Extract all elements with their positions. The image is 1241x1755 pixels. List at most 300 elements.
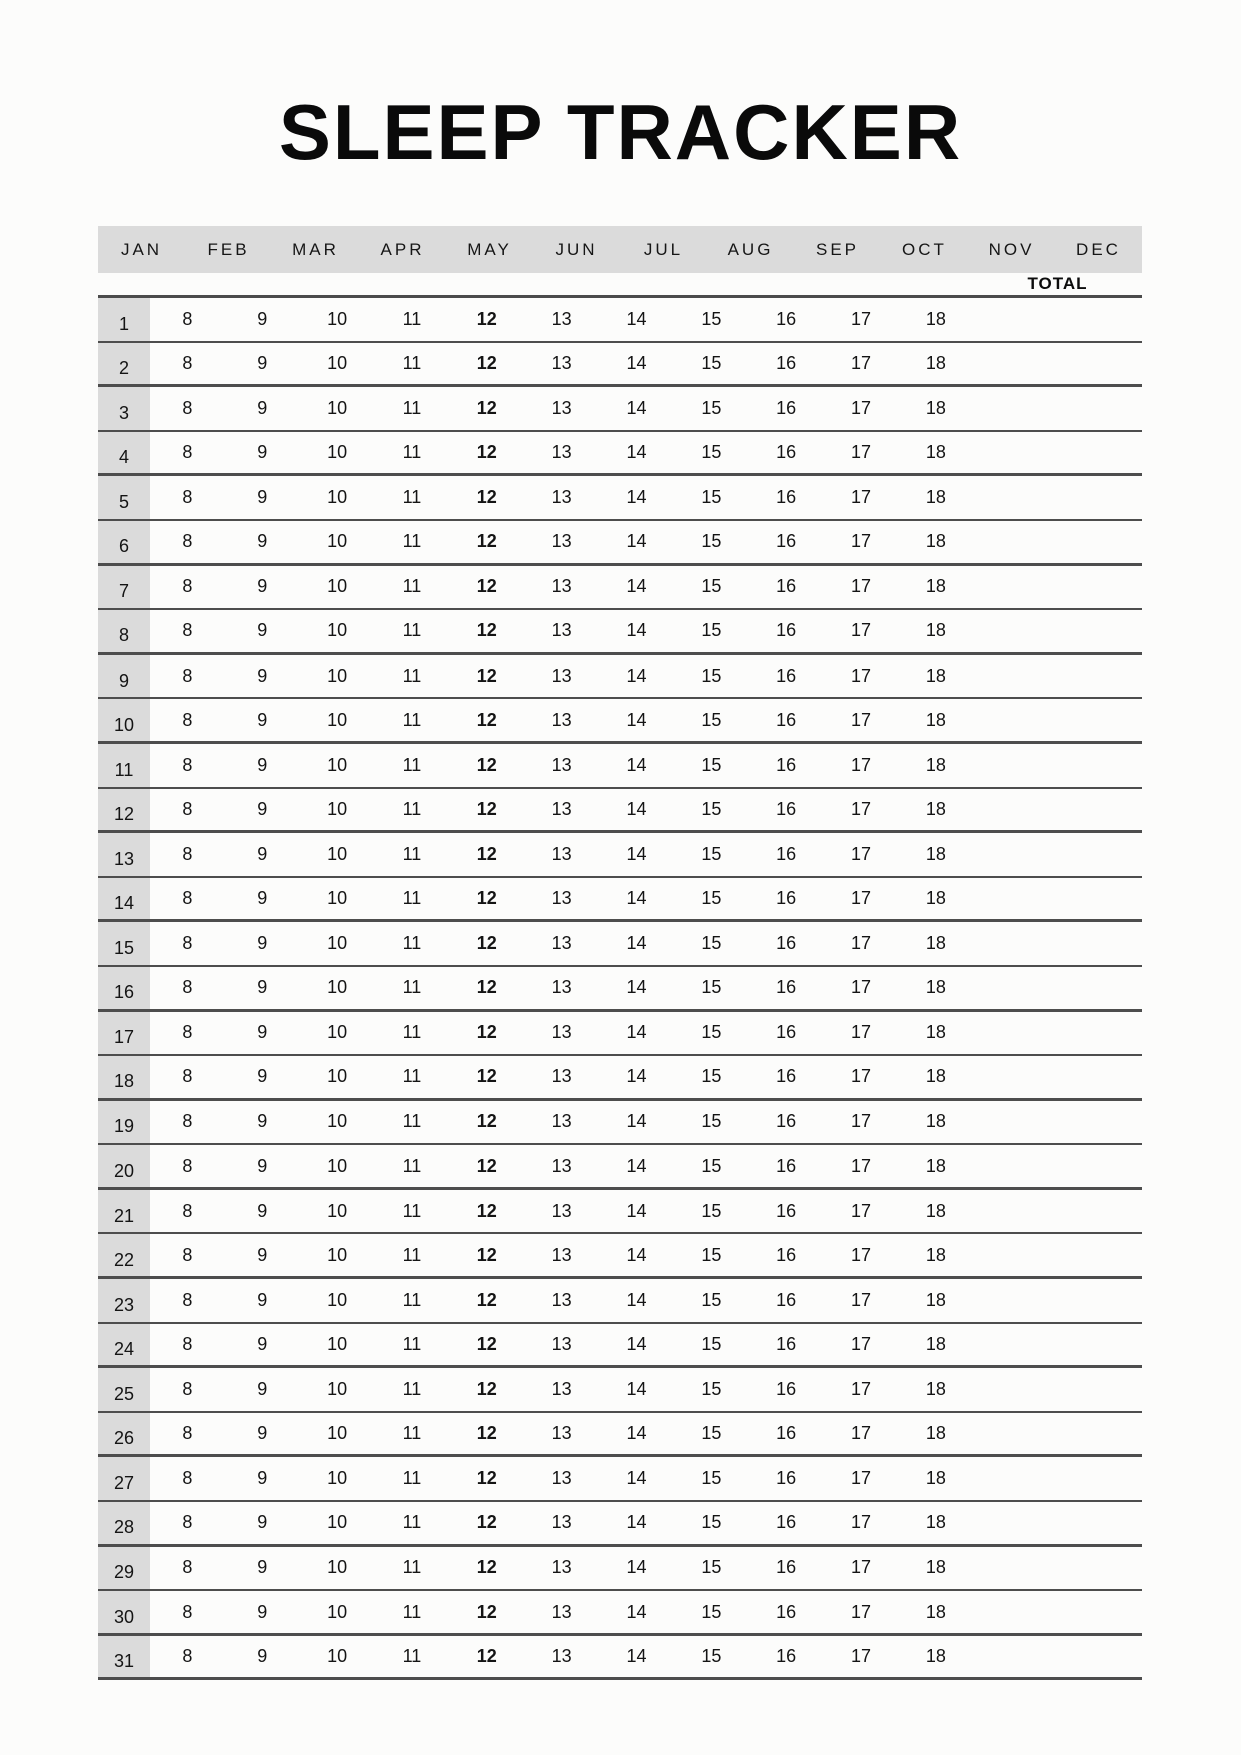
hour-value: 10 (327, 1468, 348, 1489)
hour-value: 15 (701, 620, 722, 641)
day-number: 10 (113, 714, 135, 735)
hour-value: 10 (327, 397, 348, 418)
hour-value: 9 (257, 576, 268, 597)
hour-value: 16 (776, 798, 797, 819)
day-number: 21 (113, 1205, 135, 1226)
hour-value: 8 (182, 1155, 193, 1176)
hour-value: 11 (402, 754, 422, 775)
hour-value: 14 (626, 1289, 647, 1310)
hour-value: 15 (701, 576, 722, 597)
hour-value: 9 (257, 531, 268, 552)
hour-value: 11 (402, 308, 422, 329)
hour-value: 14 (626, 1333, 647, 1354)
hour-value: 12 (476, 620, 497, 641)
day-number-cell (98, 699, 150, 741)
hour-value: 17 (851, 1289, 872, 1310)
hour-value: 17 (851, 442, 872, 463)
hour-value: 14 (626, 1155, 647, 1176)
month-label-sep: SEP (815, 239, 860, 259)
day-number-cell (98, 1636, 150, 1678)
hour-value: 9 (257, 754, 268, 775)
hour-value: 14 (626, 1601, 647, 1622)
hour-value: 18 (925, 531, 946, 552)
hour-value: 18 (925, 352, 946, 373)
hour-value: 18 (925, 1066, 946, 1087)
hour-value: 11 (402, 1111, 422, 1132)
hour-value: 8 (182, 487, 193, 508)
table-row (98, 1413, 1142, 1458)
hour-value: 8 (182, 1022, 193, 1043)
total-cell-empty (973, 1279, 1142, 1322)
day-number-cell (98, 1056, 150, 1098)
day-number-cell (98, 610, 150, 652)
hour-value: 15 (701, 933, 722, 954)
hour-value: 12 (476, 1066, 497, 1087)
hour-value: 14 (626, 1022, 647, 1043)
hour-value: 8 (182, 1601, 193, 1622)
day-number: 8 (118, 625, 129, 646)
hour-value: 8 (182, 933, 193, 954)
hour-value: 9 (257, 308, 268, 329)
hour-value: 17 (851, 798, 872, 819)
hour-value: 16 (776, 576, 797, 597)
total-cell-empty (973, 922, 1142, 965)
hour-value: 11 (402, 442, 422, 463)
hour-value: 16 (776, 1512, 797, 1533)
hour-value: 13 (551, 1379, 572, 1400)
hour-value: 15 (701, 1379, 722, 1400)
hour-value: 11 (402, 1557, 422, 1578)
hour-value: 10 (327, 665, 348, 686)
hour-value: 18 (925, 1200, 946, 1221)
table-row (98, 744, 1142, 789)
hour-value: 13 (551, 665, 572, 686)
hour-value: 15 (701, 709, 722, 730)
month-label-feb: FEB (207, 239, 250, 259)
hour-value: 14 (626, 397, 647, 418)
hour-value: 17 (851, 1512, 872, 1533)
hour-value: 16 (776, 1468, 797, 1489)
day-number-cell (98, 566, 150, 609)
hour-value: 10 (327, 1557, 348, 1578)
day-number: 29 (113, 1562, 135, 1583)
hour-value: 11 (402, 576, 422, 597)
hour-value: 15 (701, 442, 722, 463)
hour-value: 15 (701, 308, 722, 329)
hour-value: 16 (776, 843, 797, 864)
hour-value: 18 (925, 1333, 946, 1354)
day-number-cell (98, 521, 150, 563)
day-number-cell (98, 298, 150, 341)
hour-value: 16 (776, 352, 797, 373)
hour-value: 10 (327, 1423, 348, 1444)
hour-value: 17 (851, 576, 872, 597)
hour-value: 8 (182, 442, 193, 463)
hour-value: 18 (925, 397, 946, 418)
hour-value: 18 (925, 933, 946, 954)
hour-value: 8 (182, 531, 193, 552)
hour-value: 14 (626, 709, 647, 730)
table-row (98, 833, 1142, 878)
hour-value: 9 (257, 1423, 268, 1444)
hour-value: 18 (925, 576, 946, 597)
hour-value: 12 (476, 1557, 497, 1578)
hour-value: 9 (257, 1022, 268, 1043)
hour-value: 12 (476, 308, 497, 329)
hour-value: 10 (327, 487, 348, 508)
hour-value: 10 (327, 977, 348, 998)
hour-value: 8 (182, 798, 193, 819)
hour-value: 12 (476, 1200, 497, 1221)
hour-value: 16 (776, 1379, 797, 1400)
hour-value: 9 (257, 1601, 268, 1622)
hour-value: 17 (851, 933, 872, 954)
hour-value: 9 (257, 665, 268, 686)
day-number-cell (98, 1547, 150, 1590)
hour-value: 12 (476, 1646, 497, 1667)
total-cell-empty (973, 1547, 1142, 1590)
day-number-cell (98, 1502, 150, 1544)
day-number: 23 (113, 1294, 135, 1315)
hour-value: 18 (925, 1512, 946, 1533)
hour-value: 17 (851, 843, 872, 864)
hour-value: 17 (851, 620, 872, 641)
table-row (98, 789, 1142, 834)
sleep-grid (98, 295, 1142, 1680)
hour-value: 16 (776, 1557, 797, 1578)
day-number: 25 (113, 1384, 135, 1405)
total-cell-empty (973, 387, 1142, 430)
hour-value: 13 (551, 1111, 572, 1132)
hour-value: 18 (925, 1289, 946, 1310)
hour-value: 9 (257, 620, 268, 641)
day-number: 4 (118, 447, 129, 468)
hour-value: 15 (701, 1066, 722, 1087)
hour-value: 14 (626, 933, 647, 954)
hour-value: 14 (626, 308, 647, 329)
day-number: 30 (113, 1606, 135, 1627)
day-number: 3 (118, 402, 129, 423)
hour-value: 13 (551, 1066, 572, 1087)
month-label-jul: JUL (643, 239, 684, 259)
hour-value: 12 (476, 798, 497, 819)
hour-value: 18 (925, 977, 946, 998)
day-number-cell (98, 1457, 150, 1500)
hour-value: 16 (776, 397, 797, 418)
table-row (98, 432, 1142, 477)
hour-value: 9 (257, 1379, 268, 1400)
hour-value: 10 (327, 754, 348, 775)
hour-value: 15 (701, 1512, 722, 1533)
hour-value: 9 (257, 1289, 268, 1310)
month-label-mar: MAR (292, 239, 339, 259)
hour-value: 9 (257, 352, 268, 373)
hour-value: 11 (402, 1066, 422, 1087)
day-number: 22 (113, 1249, 135, 1270)
hour-value: 14 (626, 888, 647, 909)
hour-value: 18 (925, 1557, 946, 1578)
hour-value: 12 (476, 1468, 497, 1489)
hour-value: 18 (925, 487, 946, 508)
hour-value: 8 (182, 977, 193, 998)
hour-value: 13 (551, 1333, 572, 1354)
hour-value: 11 (402, 709, 422, 730)
table-row (98, 1368, 1142, 1413)
total-cell-empty (973, 1413, 1142, 1455)
total-cell-empty (973, 1368, 1142, 1411)
hour-value: 13 (551, 531, 572, 552)
hour-value: 11 (402, 1333, 422, 1354)
hour-value: 18 (925, 665, 946, 686)
hour-value: 9 (257, 1468, 268, 1489)
hour-value: 13 (551, 1601, 572, 1622)
hour-value: 15 (701, 1646, 722, 1667)
table-row (98, 343, 1142, 388)
hour-value: 14 (626, 798, 647, 819)
hour-value: 15 (701, 1423, 722, 1444)
hour-value: 12 (476, 1111, 497, 1132)
hour-value: 13 (551, 933, 572, 954)
day-number: 7 (118, 581, 129, 602)
total-cell-empty (973, 699, 1142, 741)
day-number-cell (98, 833, 150, 876)
hour-value: 15 (701, 1333, 722, 1354)
hour-value: 9 (257, 709, 268, 730)
day-number-cell (98, 1012, 150, 1055)
hour-value: 12 (476, 1601, 497, 1622)
hour-value: 9 (257, 1244, 268, 1265)
hour-value: 17 (851, 709, 872, 730)
hour-value: 14 (626, 620, 647, 641)
total-cell-empty (973, 566, 1142, 609)
hour-value: 12 (476, 754, 497, 775)
hour-value: 17 (851, 1423, 872, 1444)
day-number: 12 (113, 803, 135, 824)
hour-value: 9 (257, 1111, 268, 1132)
hour-value: 11 (402, 397, 422, 418)
hour-value: 13 (551, 709, 572, 730)
total-cell-empty (973, 1145, 1142, 1187)
page-title: SLEEP TRACKER (278, 88, 963, 176)
day-number: 20 (113, 1160, 135, 1181)
hour-value: 13 (551, 1155, 572, 1176)
hour-value: 9 (257, 798, 268, 819)
hour-value: 18 (925, 709, 946, 730)
hour-value: 15 (701, 1289, 722, 1310)
hour-value: 18 (925, 1155, 946, 1176)
table-row (98, 1145, 1142, 1190)
hour-value: 9 (257, 1200, 268, 1221)
hour-value: 17 (851, 1200, 872, 1221)
table-row (98, 1101, 1142, 1146)
hour-value: 12 (476, 1333, 497, 1354)
hour-value: 14 (626, 1468, 647, 1489)
day-number: 2 (118, 357, 129, 378)
day-number-cell (98, 1101, 150, 1144)
day-number: 15 (113, 938, 135, 959)
day-number: 16 (113, 982, 135, 1003)
hour-value: 10 (327, 1066, 348, 1087)
table-row (98, 1547, 1142, 1592)
table-row (98, 1324, 1142, 1369)
day-number: 14 (113, 893, 135, 914)
hour-value: 11 (402, 1601, 422, 1622)
hour-value: 18 (925, 1646, 946, 1667)
hour-value: 15 (701, 1111, 722, 1132)
hour-value: 13 (551, 576, 572, 597)
table-row (98, 922, 1142, 967)
day-number-cell (98, 1279, 150, 1322)
hour-value: 9 (257, 1155, 268, 1176)
hour-value: 18 (925, 843, 946, 864)
hour-value: 11 (402, 620, 422, 641)
total-cell-empty (973, 343, 1142, 385)
month-label-oct: OCT (902, 239, 947, 259)
hour-value: 18 (925, 1244, 946, 1265)
hour-value: 10 (327, 576, 348, 597)
hour-value: 17 (851, 665, 872, 686)
day-number: 6 (118, 536, 129, 557)
hour-value: 8 (182, 620, 193, 641)
day-number: 31 (113, 1651, 135, 1672)
day-number-cell (98, 789, 150, 831)
hour-value: 17 (851, 1333, 872, 1354)
day-number-cell (98, 655, 150, 698)
table-row (98, 1502, 1142, 1547)
hour-value: 15 (701, 754, 722, 775)
hour-value: 8 (182, 709, 193, 730)
hour-value: 14 (626, 1066, 647, 1087)
hour-value: 15 (701, 487, 722, 508)
hour-value: 9 (257, 1066, 268, 1087)
hour-value: 16 (776, 620, 797, 641)
hour-value: 11 (402, 352, 422, 373)
hour-value: 17 (851, 754, 872, 775)
hour-value: 9 (257, 1333, 268, 1354)
hour-value: 17 (851, 308, 872, 329)
hour-value: 12 (476, 843, 497, 864)
day-number-cell (98, 1234, 150, 1276)
hour-value: 14 (626, 487, 647, 508)
hour-value: 11 (402, 1244, 422, 1265)
hour-value: 17 (851, 352, 872, 373)
day-number-cell (98, 1368, 150, 1411)
hour-value: 12 (476, 1512, 497, 1533)
day-number-cell (98, 1145, 150, 1187)
day-number-cell (98, 744, 150, 787)
hour-value: 18 (925, 308, 946, 329)
hour-value: 10 (327, 531, 348, 552)
hour-value: 12 (476, 665, 497, 686)
hour-value: 15 (701, 798, 722, 819)
hour-value: 8 (182, 352, 193, 373)
day-number-cell (98, 1591, 150, 1633)
hour-value: 15 (701, 1557, 722, 1578)
hour-value: 13 (551, 798, 572, 819)
table-row (98, 610, 1142, 655)
hour-value: 13 (551, 1022, 572, 1043)
total-label: TOTAL (1027, 274, 1088, 293)
month-label-jan: JAN (120, 239, 163, 259)
month-label-dec: DEC (1076, 239, 1121, 259)
hour-value: 12 (476, 888, 497, 909)
hour-value: 14 (626, 1646, 647, 1667)
total-cell-empty (973, 432, 1142, 474)
hour-value: 15 (701, 843, 722, 864)
hour-value: 10 (327, 1601, 348, 1622)
hour-value: 14 (626, 352, 647, 373)
hour-value: 16 (776, 665, 797, 686)
hour-value: 12 (476, 933, 497, 954)
hour-value: 10 (327, 1512, 348, 1533)
total-cell-empty (973, 789, 1142, 831)
hour-value: 16 (776, 1601, 797, 1622)
day-number-cell (98, 343, 150, 385)
hour-value: 15 (701, 1155, 722, 1176)
hour-value: 16 (776, 1244, 797, 1265)
hour-value: 14 (626, 1200, 647, 1221)
total-cell-empty (973, 878, 1142, 920)
hour-value: 11 (402, 1379, 422, 1400)
hour-value: 10 (327, 442, 348, 463)
hour-value: 17 (851, 1557, 872, 1578)
hour-value: 8 (182, 1200, 193, 1221)
hour-value: 16 (776, 977, 797, 998)
hour-value: 13 (551, 1244, 572, 1265)
hour-value: 12 (476, 1289, 497, 1310)
hour-value: 13 (551, 487, 572, 508)
hour-value: 8 (182, 1557, 193, 1578)
hour-value: 11 (402, 1423, 422, 1444)
hour-value: 9 (257, 1557, 268, 1578)
month-label-apr: APR (380, 239, 425, 259)
table-row (98, 566, 1142, 611)
hour-value: 16 (776, 308, 797, 329)
hour-value: 15 (701, 888, 722, 909)
hour-value: 13 (551, 1423, 572, 1444)
hour-value: 8 (182, 1289, 193, 1310)
hour-value: 8 (182, 397, 193, 418)
hour-value: 17 (851, 888, 872, 909)
day-number: 13 (113, 848, 135, 869)
hour-value: 11 (402, 665, 422, 686)
table-row (98, 1012, 1142, 1057)
hour-value: 18 (925, 798, 946, 819)
hour-value: 10 (327, 1155, 348, 1176)
day-number-cell (98, 387, 150, 430)
hour-value: 15 (701, 665, 722, 686)
hour-value: 11 (402, 1200, 422, 1221)
hour-value: 16 (776, 1333, 797, 1354)
hour-value: 16 (776, 1289, 797, 1310)
hour-value: 14 (626, 576, 647, 597)
hour-value: 13 (551, 1289, 572, 1310)
hour-value: 18 (925, 1022, 946, 1043)
hour-value: 13 (551, 1468, 572, 1489)
hour-value: 14 (626, 977, 647, 998)
hour-value: 15 (701, 1244, 722, 1265)
hour-value: 15 (701, 1601, 722, 1622)
hour-value: 11 (402, 1646, 422, 1667)
total-cell-empty (973, 1591, 1142, 1633)
hour-value: 11 (402, 531, 422, 552)
hour-value: 16 (776, 933, 797, 954)
hour-value: 14 (626, 442, 647, 463)
hour-value: 14 (626, 754, 647, 775)
day-number: 11 (114, 759, 134, 780)
hour-value: 11 (402, 1512, 422, 1533)
hour-value: 12 (476, 977, 497, 998)
